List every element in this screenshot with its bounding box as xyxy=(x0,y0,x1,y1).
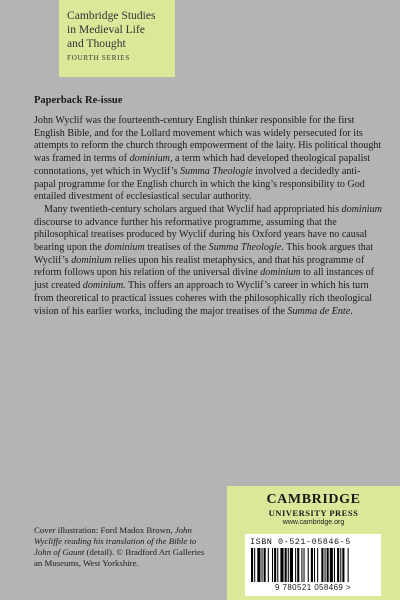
text-run: . This book argues that Wyclif’s xyxy=(34,242,374,266)
barcode-bar xyxy=(285,548,287,582)
barcode-bar xyxy=(327,548,329,582)
barcode-digits: 9 780521 058469 > xyxy=(275,583,351,592)
italic-text: dominium xyxy=(341,203,382,215)
barcode-bar xyxy=(337,548,339,582)
italic-text: dominium xyxy=(260,267,301,279)
barcode-bar xyxy=(317,548,318,582)
text-run: . xyxy=(350,305,353,317)
barcode-bar xyxy=(280,548,283,582)
text-run: a term which had developed theological papalist connotations, yet which in Wyclif’s xyxy=(34,153,371,177)
series-title-line: and Thought xyxy=(67,37,126,50)
barcode-panel xyxy=(245,534,381,596)
barcode-bar xyxy=(311,548,313,582)
italic-text: Summa de Ente xyxy=(287,305,351,317)
series-title-line: Cambridge Studies xyxy=(67,9,156,22)
barcode-bar xyxy=(268,548,269,582)
text-run: John Wyclif was the fourteenth-century English thinker responsible for the first English Bible, and for the Lollard movement which was widely persecuted for its attempts to reform the church through empowerment of the laity. His political thought was framed in terms of xyxy=(34,115,382,165)
barcode-bar xyxy=(262,548,263,582)
barcode-bar xyxy=(295,548,296,582)
text-run: Many twentieth-century scholars argued that Wyclif had appropriated his xyxy=(44,203,342,215)
text-run: to all instances of just created xyxy=(34,267,375,292)
barcode-bar xyxy=(272,548,273,582)
italic-text: John Wycliffe reading his translation of the Bible to John of Gaunt xyxy=(34,525,197,557)
text-run: treatises of the xyxy=(144,242,209,254)
blurb-paragraph xyxy=(34,115,382,204)
publisher-name: CAMBRIDGE xyxy=(266,492,361,507)
barcode-bar xyxy=(342,548,344,582)
barcode-bar xyxy=(304,548,305,582)
cover-illustration-credit xyxy=(34,525,214,569)
series-panel xyxy=(59,0,175,77)
italic-text: Summa Theologie xyxy=(208,242,282,254)
barcode-bar xyxy=(257,548,260,582)
italic-text: Summa Theologie xyxy=(180,165,253,177)
barcode-bar xyxy=(340,548,341,582)
barcode-bar xyxy=(251,548,253,582)
barcode-bar xyxy=(290,548,293,582)
text-run: involved a decidedly anti-papal programme for the English church in which the king’s responsibility to God entailed divestment of ecclesiastical secular authority. xyxy=(34,165,365,203)
barcode-bar xyxy=(264,548,266,582)
text-run: This offers an approach to Wyclif’s career in which his turn from theoretical to practical issues coheres with the philosophically rich theological vision of his earlier works, including the major treatises of the xyxy=(34,280,373,317)
series-title-line: in Medieval Life xyxy=(67,23,145,36)
barcode-bar xyxy=(348,548,349,582)
reissue-heading: Paperback Re-issue xyxy=(34,95,123,106)
text-run: (detail). © Bradford Art Galleries an Museums, West Yorkshire. xyxy=(34,547,205,568)
italic-text: dominium, xyxy=(129,153,173,165)
publisher-subtitle: UNIVERSITY PRESS xyxy=(268,508,359,518)
text-run: Cover illustration: Ford Madox Brown, xyxy=(34,525,175,535)
barcode-bar xyxy=(321,548,323,582)
barcode-bar xyxy=(308,548,309,582)
barcode-bar xyxy=(288,548,289,582)
series-title xyxy=(67,9,169,51)
barcode-bar xyxy=(334,548,335,582)
isbn-label: ISBN 0-521-05846-5 xyxy=(250,537,351,547)
text-run: relies upon his realist metaphysics, and that his programme of reform follows upon his relation of the universal divine xyxy=(34,254,365,279)
blurb xyxy=(34,115,382,318)
barcode-bar xyxy=(274,548,276,582)
barcode-bar xyxy=(254,548,255,582)
barcode-bar xyxy=(325,548,326,582)
barcode-bar xyxy=(297,548,299,582)
blurb-paragraph xyxy=(34,204,382,318)
barcode-bar xyxy=(301,548,302,582)
italic-text: dominium xyxy=(104,242,145,254)
publisher-url: www.cambridge.org xyxy=(282,519,345,526)
barcode-bar xyxy=(314,548,315,582)
barcode-bar xyxy=(277,548,278,582)
barcode-bar xyxy=(330,548,333,582)
series-subtitle: FOURTH SERIES xyxy=(67,54,131,62)
barcode xyxy=(251,548,375,582)
italic-text: dominium xyxy=(71,254,112,266)
italic-text: dominium. xyxy=(82,280,126,292)
text-run: discourse to advance further his reformative programme, assuming that the philosophical treatises produced by Wyclif during his Oxford years have no causal bearing upon the xyxy=(34,216,368,254)
